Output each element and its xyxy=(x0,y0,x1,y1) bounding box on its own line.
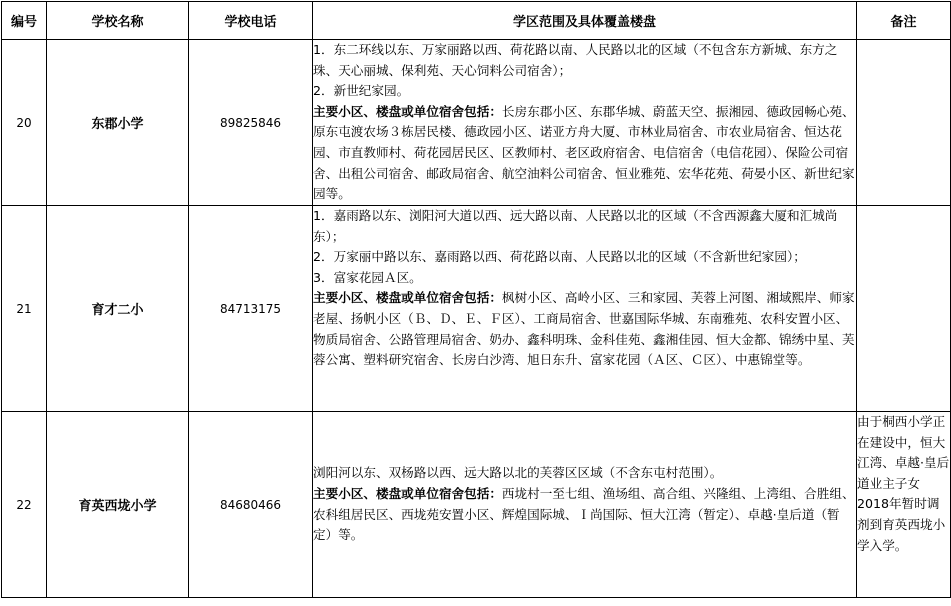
area-estates xyxy=(313,484,856,546)
school-district-table xyxy=(1,1,951,598)
table-row xyxy=(2,412,951,598)
table-row xyxy=(2,206,951,412)
area-item-2: 2．万家丽中路以东、嘉雨路以西、荷花路以南、人民路以北的区域（不含新世纪家园）； xyxy=(313,249,806,265)
area-item-2: 2．新世纪家园。 xyxy=(313,83,410,99)
area-item-1: 1．东二环线以东、万家丽路以西、荷花路以南、人民路以北的区域（不包含东方新城、东方之珠、天心丽城、保利苑、天心饲料公司宿舍）； xyxy=(313,42,838,78)
area-item-1: 浏阳河以东、双杨路以西、远大路以北的芙蓉区区域（不含东屯村范围）。 xyxy=(313,465,723,481)
estates-lead-label: 主要小区、楼盘或单位宿舍包括： xyxy=(313,290,502,306)
row-note xyxy=(857,206,951,412)
header-note: 备注 xyxy=(857,2,951,40)
row-num: 21 xyxy=(2,206,47,412)
area-item-1: 1．嘉雨路以东、浏阳河大道以西、远大路以南、人民路以北的区域（不含西源鑫大厦和汇城尚东）； xyxy=(313,208,838,244)
school-phone: 89825846 xyxy=(189,40,313,206)
row-note: 由于桐西小学正在建设中，恒大江湾、卓越·皇后道业主子女2018年暂时调剂到育英西垅小学入学。 xyxy=(857,412,951,598)
header-school-name: 学校名称 xyxy=(47,2,189,40)
district-area xyxy=(313,206,857,412)
header-num: 编号 xyxy=(2,2,47,40)
school-name: 育英西垅小学 xyxy=(47,412,189,598)
area-estates xyxy=(313,288,856,370)
estates-list: 长房东郡小区、东郡华城、蔚蓝天空、振湘园、德政园畅心苑、原东屯渡农场３栋居民楼、德政园小区、诺亚方舟大厦、市林业局宿舍、市农业局宿舍、恒达花园、市直教师村、荷花园居民区、区教师村、老区政府宿舍、电信宿舍（电信花园）、保险公司宿舍、出租公司宿舍、邮政局宿舍、航空油料公司宿舍、恒业雅苑、宏华花苑、荷晏小区、新世纪家园等。 xyxy=(313,103,855,202)
area-item-3: 3．富家花园Ａ区。 xyxy=(313,269,422,285)
header-school-phone: 学校电话 xyxy=(189,2,313,40)
row-num: 22 xyxy=(2,412,47,598)
school-phone: 84680466 xyxy=(189,412,313,598)
school-phone: 84713175 xyxy=(189,206,313,412)
district-area xyxy=(313,412,857,598)
estates-lead-label: 主要小区、楼盘或单位宿舍包括： xyxy=(313,485,502,501)
school-name: 育才二小 xyxy=(47,206,189,412)
table-row xyxy=(2,40,951,206)
district-area xyxy=(313,40,857,206)
area-estates xyxy=(313,102,856,205)
header-row xyxy=(2,2,951,40)
header-district-area: 学区范围及具体覆盖楼盘 xyxy=(313,2,857,40)
estates-lead-label: 主要小区、楼盘或单位宿舍包括： xyxy=(313,103,502,119)
row-num: 20 xyxy=(2,40,47,206)
school-name: 东郡小学 xyxy=(47,40,189,206)
estates-list: 西垅村一至七组、渔场组、高合组、兴隆组、上湾组、合胜组、农科组居民区、西垅苑安置小区、辉煌国际城、Ｉ尚国际、恒大江湾（暂定）、卓越·皇后道（暂定）等。 xyxy=(313,485,855,543)
estates-list: 枫树小区、高岭小区、三和家园、芙蓉上河图、湘域熙岸、师家老屋、扬帆小区（Ｂ、Ｄ、Ｅ、Ｆ区）、工商局宿舍、世嘉国际华城、东南雅苑、农科安置小区、物质局宿舍、公路管理局宿舍、奶办、鑫科明珠、金科佳苑、鑫湘佳园、恒大金都、锦绣中星、芙蓉公寓、塑料研究宿舍、长房白沙湾、旭日东升、富家花园（Ａ区、Ｃ区）、中惠锦堂等。 xyxy=(313,290,855,368)
row-note xyxy=(857,40,951,206)
